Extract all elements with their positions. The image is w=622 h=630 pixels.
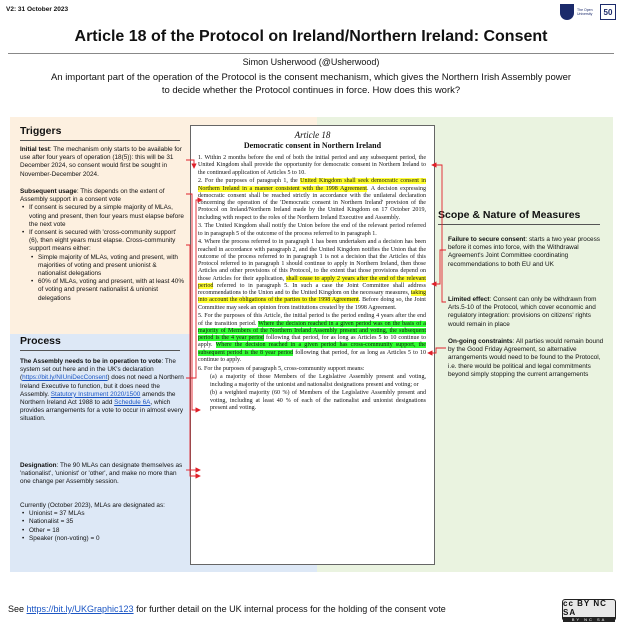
subsequent-usage-body: : This depends on the extent of Assembly support in a consent vote <box>20 188 165 204</box>
failure-consent-label: Failure to secure consent <box>448 236 526 243</box>
process-assembly-body-a: : The system set out here and in the UK's declaration ( <box>20 358 176 382</box>
university-logo <box>560 4 616 20</box>
process-assembly-body-c: amends the Northern Ireland Act 1988 to add <box>20 390 176 407</box>
footer-note <box>8 604 446 614</box>
process-assembly-label: The Assembly needs to be in operation to vote <box>20 358 162 365</box>
trigger-subbullet-2: • 60% of MLAs, voting and present, with at least 40% of voting and present nationalist & unionist delegations <box>20 278 185 303</box>
designation-item: • Unionist = 37 MLAs <box>20 510 185 518</box>
limited-effect-body: : Consent can only be withdrawn from Arts.5-10 of the Protocol, which cover economic and regulatory integration: provisions on citizens' rights would remain in place <box>448 296 597 328</box>
footer-pre: See <box>8 604 27 614</box>
para4-highlight-cease: shall cease to apply 2 years after the end of the relevant period <box>198 275 426 289</box>
process-assembly-text <box>20 358 185 424</box>
process-heading: Process <box>20 335 61 347</box>
creative-commons-badge <box>562 599 616 621</box>
ongoing-constraints-label: On-going constraints <box>448 338 513 345</box>
para5-text-b: following that period, for as long as Articles 5 to 10 continue to apply. <box>198 335 426 349</box>
cc-license-label: BY NC SA <box>563 617 615 622</box>
footer-post: for further detail on the UK internal process for the holding of the consent vote <box>133 604 446 614</box>
anniversary-badge: 50 <box>600 4 616 20</box>
title-divider <box>8 53 614 54</box>
author-line: Simon Usherwood (@Usherwood) <box>242 57 380 67</box>
scope-heading: Scope & Nature of Measures <box>438 209 581 221</box>
failure-consent-body: : starts a two year process before it comes into force, with the Withdrawal Agreement's Joint Committee coordinating recommendations to both EU and UK <box>448 236 601 268</box>
article-para-3: 3. The United Kingdom shall notify the Union before the end of the relevant period referred to in paragraph 5 of the outcome of the process referred to in paragraph 1. <box>198 223 426 237</box>
designation-item: • Nationalist = 35 <box>20 518 185 526</box>
para5-text-a: 5. For the purposes of this Article, the initial period is the period ending 4 years after the end of the transition period. <box>198 313 426 327</box>
designation-list <box>20 510 185 543</box>
article-para-6: 6. For the purposes of paragraph 5, cross-community support means: <box>198 365 365 372</box>
article-body <box>191 155 434 412</box>
para4-highlight-obligations: taking into account the obligations of the parties to the 1998 Agreement <box>198 290 426 304</box>
triggers-heading-rule <box>20 140 180 141</box>
initial-test-label: Initial test <box>20 146 50 153</box>
para5-highlight-cross: Where the decision reached in a given period has cross-community support, the subsequent period is the 8 year period <box>198 342 426 356</box>
subsequent-usage-label: Subsequent usage <box>20 188 77 195</box>
initial-test-text <box>20 146 185 179</box>
intro-text: An important part of the operation of the Protocol is the consent mechanism, which gives the Northern Irish Assembly power to decide whether the Protocol continues in force. How does this work? <box>50 72 572 96</box>
uk-graphic-link[interactable]: https://bit.ly/UKGraphic123 <box>26 604 134 614</box>
process-assembly-body-b: ) does not need a Northern Ireland Executive to function, but it does need the Assembly. <box>20 374 184 398</box>
ongoing-constraints-body: : All parties would remain bound by the Good Friday Agreement, so alternative arrangements would need to be found to the Protocol, i.e. there would be political and legal commitments beyond simply stopping the current arrangements <box>448 338 604 378</box>
current-designations-intro: Currently (October 2023), MLAs are designated as: <box>20 502 165 509</box>
article-subheading: Democratic consent in Northern Ireland <box>243 141 382 150</box>
trigger-subbullet-1: • Simple majority of MLAs, voting and present, with majorities of voting and present unionist & nationalist delegations <box>20 254 185 279</box>
designation-text <box>20 462 185 487</box>
shield-icon <box>560 4 574 20</box>
article-para-1: 1. Within 2 months before the end of both the initial period and any subsequent period, the United Kingdom shall provide the opportunity for democratic consent in Northern Ireland to the continued application of Articles 5 to 10. <box>198 155 426 176</box>
page-title: Article 18 of the Protocol on Ireland/Northern Ireland: Consent <box>74 28 548 45</box>
statutory-instrument-link[interactable]: Statutory Instrument 2020/1500 <box>50 390 141 398</box>
triggers-heading: Triggers <box>20 125 62 137</box>
designation-label: Designation <box>20 462 57 469</box>
process-assembly-body-d: , which provides arrangements for a vote to occur in almost every situation. <box>20 399 184 423</box>
ongoing-constraints-text <box>448 338 608 379</box>
article-para-6a: (a) a majority of those Members of the Legislative Assembly present and voting, including a majority of the unionist and nationalist designations present and voting; or <box>210 374 426 388</box>
article-heading: Article 18 <box>294 130 331 140</box>
para2-text-a: 2. For the purposes of paragraph 1, the <box>198 178 301 185</box>
para4-text-b: referred to in paragraph 5. In such a case the Joint Committee shall address recommendations to the Union and to the United Kingdom on the necessary measures, <box>198 282 426 296</box>
process-heading-rule <box>20 350 180 351</box>
article-para-2 <box>198 178 426 222</box>
article-para-6b: (b) a weighted majority (60 %) of Members of the Legislative Assembly present and voting, including at least 40 % of each of the nationalist and unionist designations present and voting. <box>210 390 426 411</box>
article-18-document <box>190 125 435 565</box>
limited-effect-label: Limited effect <box>448 296 490 303</box>
trigger-bullet-cross: • If consent is secured with 'cross-community support' (6), then eight years must elapse. Cross-community support means either: <box>20 229 185 254</box>
para2-text-b: . A decision expressing democratic consent shall be reached strictly in accordance with the unilateral declaration concerning the operation of the 'Democratic consent in Northern Ireland' provision of the Protocol on Ireland/Northern Ireland made by the United Kingdom on 17 October 2019, including with respect to the roles of the Northern Ireland Executive and Assembly. <box>198 185 426 221</box>
declaration-link[interactable]: https://bit.ly/NIUniDecConsent <box>22 374 108 382</box>
initial-test-body: : The mechanism only starts to be available for use after four years of operation (18(5)): this will be 31 December 2024, so consent would first be sought in November-December 2024. <box>20 146 182 178</box>
version-label: V2: 31 October 2023 <box>6 6 69 13</box>
para5-highlight-majority: Where the decision reached in a given period was on the basis of a majority of Members of the Northern Ireland Assembly present and voting, the subsequent period is the 4 year period <box>198 320 426 341</box>
trigger-bullet-simple: • If consent is secured by a simple majority of MLAs, voting and present, then four years must elapse before the next vote <box>20 204 185 229</box>
designation-item: • Speaker (non-voting) = 0 <box>20 535 185 543</box>
logo-text: The Open University <box>577 8 593 16</box>
trigger-bullets <box>20 204 185 302</box>
current-designations <box>20 502 185 543</box>
para2-highlight: United Kingdom shall seek democratic consent in Northern Ireland in a manner consistent with the 1998 Agreement <box>198 178 427 192</box>
article-para-5 <box>198 313 426 364</box>
designation-body: : The 90 MLAs can designate themselves as 'nationalist', 'unionist' or 'other', and make no more than one change per Assembly session. <box>20 462 183 486</box>
article-para-4 <box>198 239 426 312</box>
subsequent-usage-text <box>20 188 185 303</box>
para4-text-c: . Before doing so, the Joint Committee may seek an opinion from institutions created by the 1998 Agreement. <box>198 297 426 311</box>
failure-consent-text <box>448 236 608 269</box>
schedule-6a-link[interactable]: Schedule 6A <box>114 399 151 407</box>
para5-text-c: following that period, for as long as Articles 5 to 10 continue to apply. <box>198 349 426 363</box>
limited-effect-text <box>448 296 608 329</box>
cc-license-icon: cc BY NC SA <box>563 598 607 617</box>
designation-item: • Other = 18 <box>20 527 185 535</box>
para4-text-a: 4. Where the process referred to in paragraph 1 has been undertaken and a decision has been reached in accordance with paragraph 2, and the United Kingdom notifies the Union that the outcome of the process referred to in paragraph 1 is not a decision that the Articles of this Protocol referred to in paragraph 1 should continue to apply in Northern Ireland, then those Articles and other provisions of this Protocol, to the extent that those provisions depend on those Articles for their application, <box>198 239 426 282</box>
scope-heading-rule <box>438 224 600 225</box>
